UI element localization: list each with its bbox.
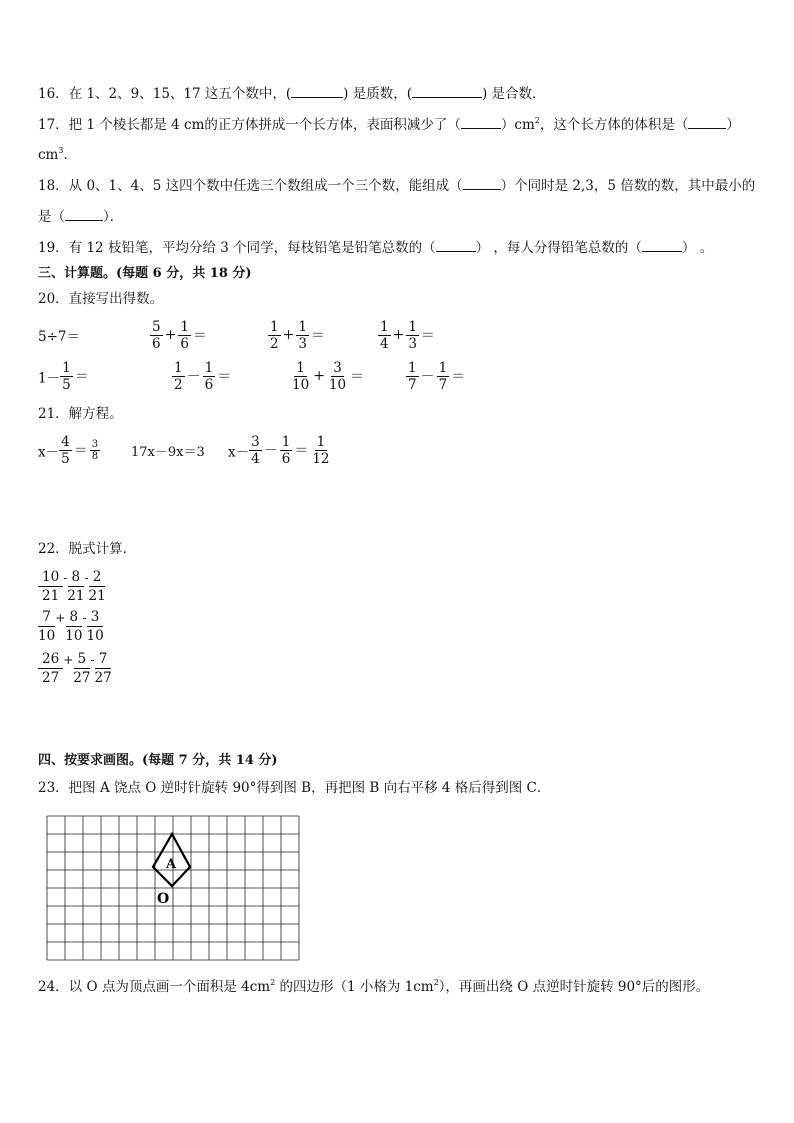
q21-eq-3: x－ $\frac{3}{4}$ － $\frac{1}{6}$ ＝ $\frac{1}{12}$ [228,433,330,467]
question-16: 16．在 1、2、9、15、17 这五个数中，( ) 是质数，( ) 是合数． [38,86,546,102]
q21-equations [38,432,338,468]
question-18-line-2: 是（ ）． [38,209,124,225]
answer-blank[interactable] [688,115,726,129]
figure-a-label: A [166,857,177,872]
q20-row-2 [38,358,468,394]
q20-r2-c: $\frac{1}{10}$ + $\frac{3}{10}$ ＝ [292,359,365,393]
q20-r2-d: $\frac{1}{7}$ － $\frac{1}{7}$ ＝ [408,359,466,393]
section-3-heading: 三、计算题。(每题 6 分，共 18 分) [38,266,252,281]
q20-r1-a: 5÷7＝ [38,329,80,345]
q20-r2-a: 1－ $\frac{1}{5}$ ＝ [38,359,89,393]
point-o-label: O [157,891,170,907]
question-18: 18．从 0、1、4、5 这四个数中任选三个数组成一个三个数，能组成（ ）个同时是 2,3，5 倍数的数，其中最小的 [38,178,756,194]
q23-grid-figure[interactable] [46,815,300,961]
q21-eq-2: 17x－9x＝3 [131,444,205,460]
q22-calc-3: 26 27 + $\frac{5}{27}$ - 7 27 [38,650,112,687]
q20-r1-c: $\frac{1}{2}$ + $\frac{1}{3}$ ＝ [270,318,325,352]
answer-blank[interactable] [291,84,343,98]
q20-r1-b: $\frac{5}{6}$ + $\frac{1}{6}$ ＝ [152,318,207,352]
q22-calc-2: 7 10 + $\frac{8}{10}$ - 3 10 [38,609,104,644]
q20-r2-b: $\frac{1}{2}$ － $\frac{1}{6}$ ＝ [174,359,232,393]
question-17: 17．把 1 个棱长都是 4 cm的正方体拼成一个长方体，表面积减少了（ ）$cm^2$，这个长方体的体积是（ ） [38,116,740,133]
answer-blank[interactable] [436,238,476,252]
answer-blank[interactable] [412,84,482,98]
answer-blank[interactable] [65,207,103,221]
q20-r1-d: $\frac{1}{4}$ + $\frac{1}{3}$ ＝ [380,318,435,352]
answer-blank[interactable] [461,115,501,129]
section-4-heading: 四、按要求画图。(每题 7 分，共 14 分) [38,753,278,768]
q21-eq-1: x－ $\frac{4}{5}$ ＝ $\frac{3}{8}$ [38,433,99,467]
q20-row-1 [38,317,458,353]
question-19: 19．有 12 枝铅笔，平均分给 3 个同学，每枝铅笔是铅笔总数的（ ） ，每人分得铅笔总数的（ ） 。 [38,240,714,256]
answer-blank[interactable] [463,176,501,190]
question-20-title: 20．直接写出得数。 [38,291,164,307]
question-17-line-2: $cm^3$． [38,146,77,163]
q22-calc-1: 10 21 - 8 21 - 2 21 [38,568,106,605]
question-24: 24．以 O 点为顶点画一个面积是 $4cm^2$ 的四边形（1 小格为 $1cm^2$），再画出绕 O 点逆时针旋转 90°后的图形。 [38,978,710,995]
question-23: 23．把图 A 饶点 O 逆时针旋转 90°得到图 B，再把图 B 向右平移 4 格后得到图 C． [38,780,551,796]
answer-blank[interactable] [642,238,682,252]
question-21-title: 21．解方程。 [38,406,123,422]
question-22-title: 22．脱式计算． [38,541,137,557]
